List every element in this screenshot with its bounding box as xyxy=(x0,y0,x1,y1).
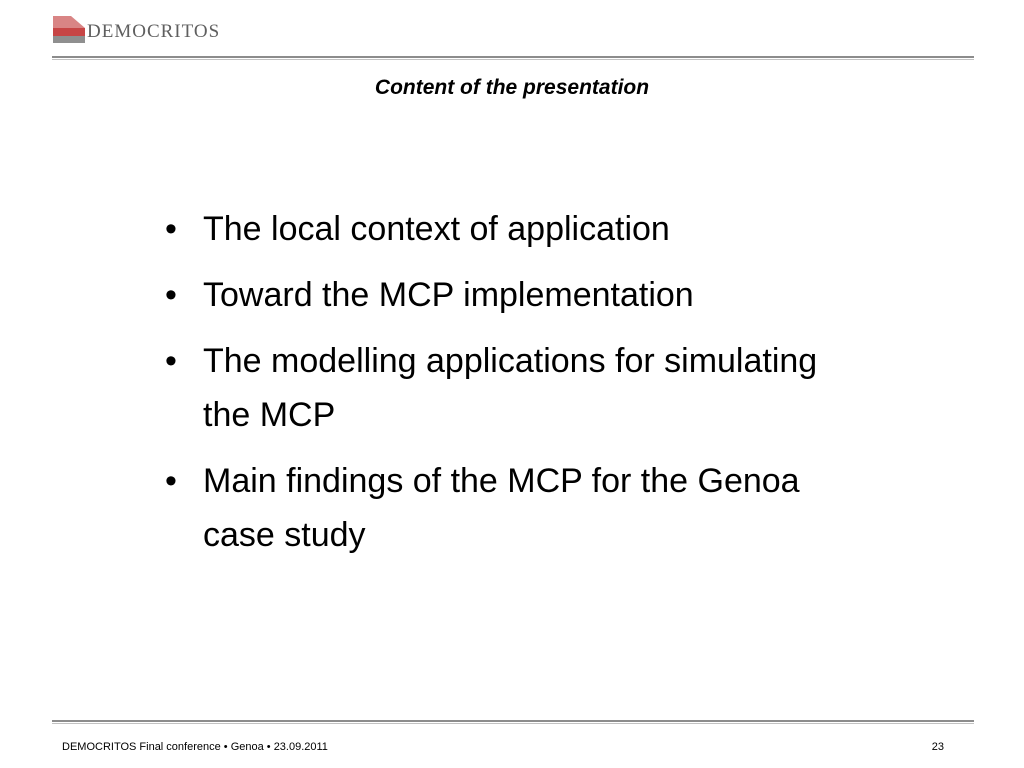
bullet-text: The modelling applications for simulating the MCP xyxy=(203,342,818,434)
header-divider xyxy=(52,56,974,58)
page-number: 23 xyxy=(931,741,944,753)
bullet-item xyxy=(165,454,845,562)
logo-wordmark: DEMOCRITOS xyxy=(87,21,221,42)
bullet-item xyxy=(165,334,845,442)
bullet-list xyxy=(165,202,845,574)
bullet-text: The local context of application xyxy=(203,210,670,248)
slide-title: Content of the presentation xyxy=(374,76,650,99)
bullet-dot-icon: • xyxy=(165,462,177,500)
bullet-dot-icon: • xyxy=(165,276,177,314)
bullet-text: Main findings of the MCP for the Genoa case study xyxy=(203,462,800,554)
bullet-item xyxy=(165,202,845,256)
bullet-text: Toward the MCP implementation xyxy=(203,276,694,314)
democritos-logo-mark-icon xyxy=(53,14,85,44)
bullet-item xyxy=(165,268,845,322)
democritos-logo xyxy=(53,14,273,46)
bullet-dot-icon: • xyxy=(165,210,177,248)
footer-divider-thin xyxy=(52,723,974,724)
footer-conference-info: DEMOCRITOS Final conference • Genoa • 23.09.2011 xyxy=(62,741,328,753)
footer-divider xyxy=(52,720,974,722)
header-divider-thin xyxy=(52,59,974,60)
bullet-dot-icon: • xyxy=(165,342,177,380)
